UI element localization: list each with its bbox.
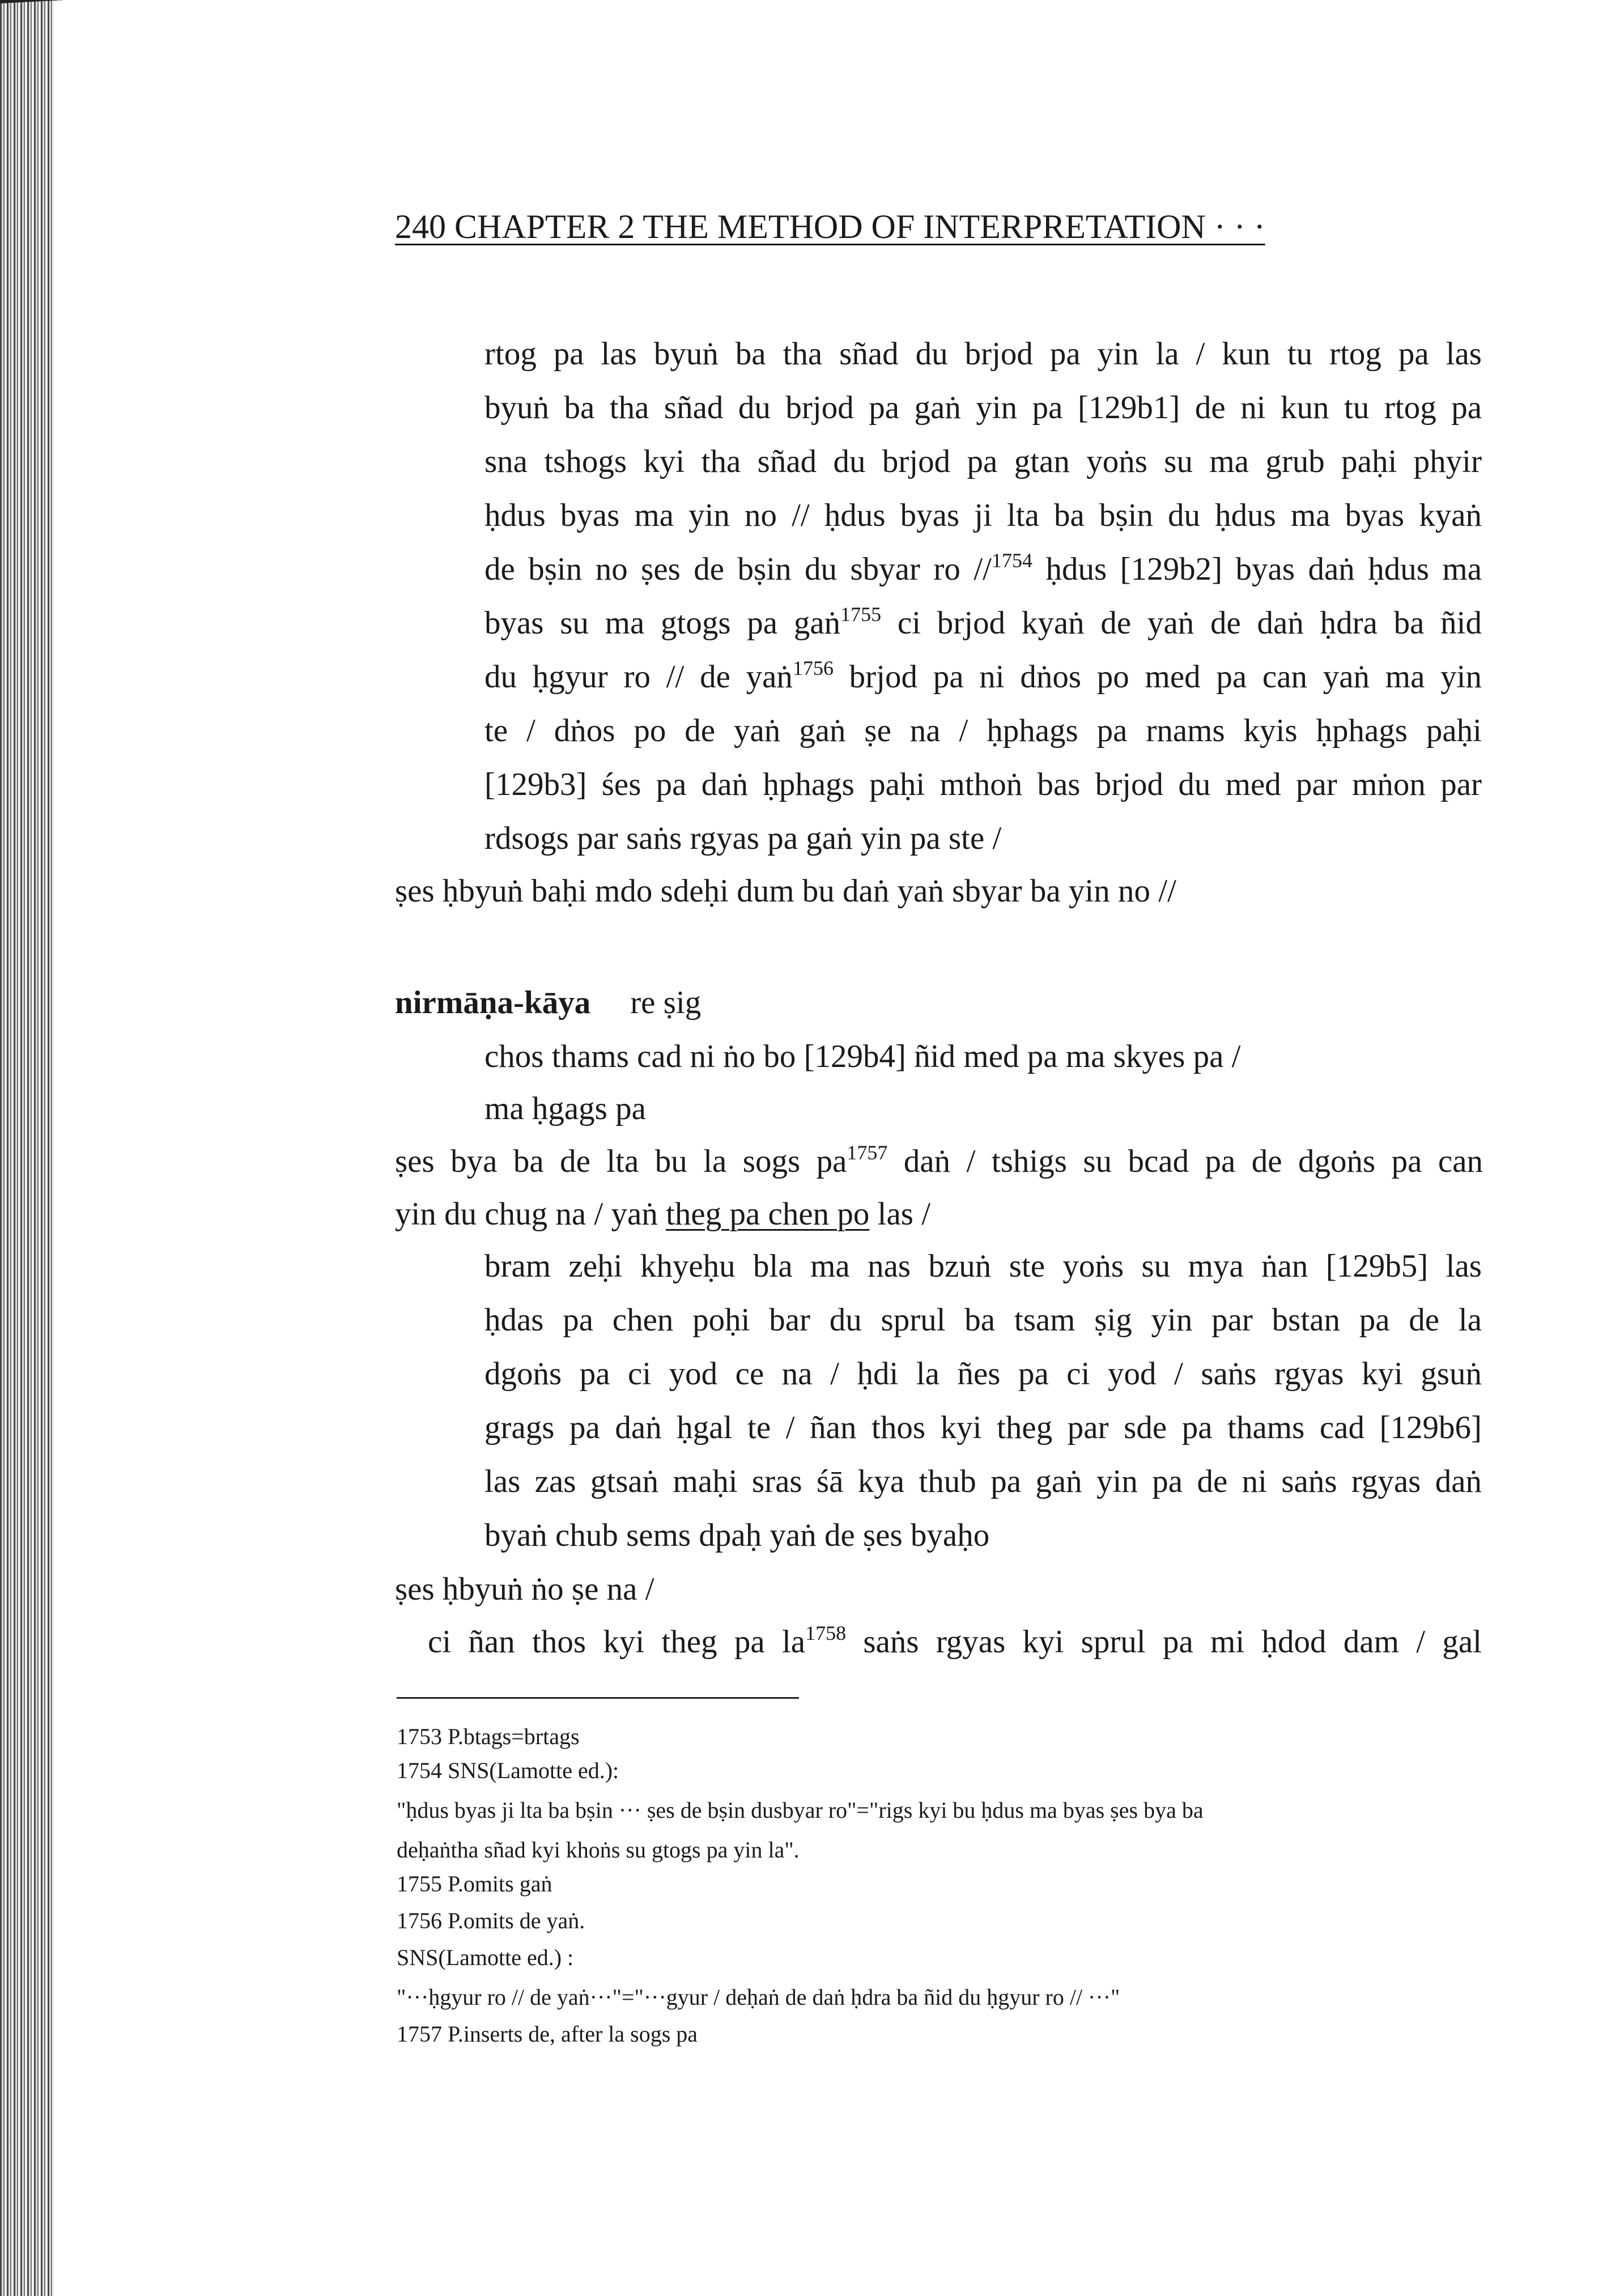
running-head: 240 CHAPTER 2 THE METHOD OF INTERPRETATION · · · (395, 208, 1265, 245)
text-line: ṣes ḥbyuṅ ṅo ṣe na / (395, 1571, 654, 1607)
text-line: ma ḥgags pa (484, 1091, 646, 1126)
underlined-title: theg pa chen po (666, 1196, 870, 1232)
text-segment: las / (869, 1196, 931, 1232)
footnote-ref: 1758 (805, 1622, 847, 1644)
footnote: 1753 P.btags=brtags (397, 1724, 580, 1749)
text-segment: yin du chug na / yaṅ (395, 1196, 666, 1232)
text-line (484, 603, 1482, 643)
text-segment: ci brjod kyaṅ de yaṅ de daṅ ḥdra ba ñid (881, 605, 1482, 641)
footnote-ref: 1754 (992, 549, 1033, 572)
text-line: bram zeḥi khyeḥu bla ma nas bzuṅ ste yoṅs su mya ṅan [129b5] las (484, 1248, 1482, 1284)
footnote: SNS(Lamotte ed.) : (397, 1945, 574, 1970)
footnote-ref: 1755 (840, 603, 882, 626)
text-line: te / dṅos po de yaṅ gaṅ ṣe na / ḥphags pa rnams kyis ḥphags paḥi (484, 713, 1482, 749)
text-line: grags pa daṅ ḥgal te / ñan thos kyi theg par sde pa thams cad [129b6] (484, 1410, 1482, 1445)
text-segment: ci ñan thos kyi theg pa la (428, 1624, 806, 1660)
text-line (395, 1194, 1483, 1234)
footnote: 1757 P.inserts de, after la sogs pa (397, 2021, 698, 2047)
text-segment: ḥdus [129b2] byas daṅ ḥdus ma (1045, 551, 1482, 587)
text-segment: de bṣin no ṣes de bṣin du sbyar ro // (484, 551, 992, 587)
text-line: rdsogs par saṅs rgyas pa gaṅ yin pa ste / (484, 820, 1002, 856)
text-segment: brjod pa ni dṅos po med pa can yaṅ ma yin (833, 659, 1482, 695)
footnote-ref: 1756 (792, 657, 834, 679)
section-term: nirmāṇa-kāya (395, 985, 591, 1021)
section-ref: re ṣig (630, 985, 702, 1021)
text-line: sna tshogs kyi tha sñad du brjod pa gtan yoṅs su ma grub paḥi phyir (484, 444, 1482, 479)
text-segment: ṣes bya ba de lta bu la sogs pa (395, 1143, 847, 1179)
footnote: "ḥdus byas ji lta ba bṣin ··· ṣes de bṣin dusbyar ro"="rigs kyi bu ḥdus ma byas ṣes bya ba (397, 1797, 1204, 1823)
text-line (484, 550, 1482, 589)
footnote: 1756 P.omits de yaṅ. (397, 1908, 585, 1933)
text-line: chos thams cad ni ṅo bo [129b4] ñid med pa ma skyes pa / (484, 1039, 1241, 1074)
text-line (428, 1622, 1482, 1662)
footnote: 1755 P.omits gaṅ (397, 1871, 552, 1897)
text-line: ḥdus byas ma yin no // ḥdus byas ji lta ba bṣin du ḥdus ma byas kyaṅ (484, 498, 1482, 533)
text-line (484, 657, 1482, 697)
footnote: deḥaṅtha sñad kyi khoṅs su gtogs pa yin la". (397, 1837, 800, 1863)
section-heading (395, 983, 701, 1023)
text-segment: byas su ma gtogs pa gaṅ (484, 605, 841, 641)
text-line: rtog pa las byuṅ ba tha sñad du brjod pa yin la / kun tu rtog pa las (484, 336, 1482, 372)
text-line: [129b3] śes pa daṅ ḥphags paḥi mthoṅ bas brjod du med par mṅon par (484, 767, 1482, 802)
text-line: ḥdas pa chen poḥi bar du sprul ba tsam ṣig yin par bstan pa de la (484, 1302, 1482, 1338)
footnote-rule (397, 1697, 799, 1699)
text-line: dgoṅs pa ci yod ce na / ḥdi la ñes pa ci yod / saṅs rgyas kyi gsuṅ (484, 1356, 1482, 1392)
text-line: byaṅ chub sems dpaḥ yaṅ de ṣes byaḥo (484, 1517, 990, 1553)
footnote: 1754 SNS(Lamotte ed.): (397, 1758, 619, 1783)
footnote: "···ḥgyur ro // de yaṅ···"="···gyur / deḥaṅ de daṅ ḥdra ba ñid du ḥgyur ro // ···" (397, 1984, 1120, 2010)
text-segment: saṅs rgyas kyi sprul pa mi ḥdod dam / gal (846, 1624, 1482, 1660)
text-line: las zas gtsaṅ maḥi sras śā kya thub pa gaṅ yin pa de ni saṅs rgyas daṅ (484, 1464, 1482, 1499)
text-segment: du ḥgyur ro // de yaṅ (484, 659, 793, 695)
footnote-ref: 1757 (847, 1141, 888, 1164)
text-line: byuṅ ba tha sñad du brjod pa gaṅ yin pa [129b1] de ni kun tu rtog pa (484, 390, 1482, 426)
text-line (395, 1142, 1483, 1181)
text-line: ṣes ḥbyuṅ baḥi mdo sdeḥi dum bu daṅ yaṅ sbyar ba yin no // (395, 873, 1176, 909)
text-segment: daṅ / tshigs su bcad pa de dgoṅs pa can (887, 1143, 1483, 1179)
